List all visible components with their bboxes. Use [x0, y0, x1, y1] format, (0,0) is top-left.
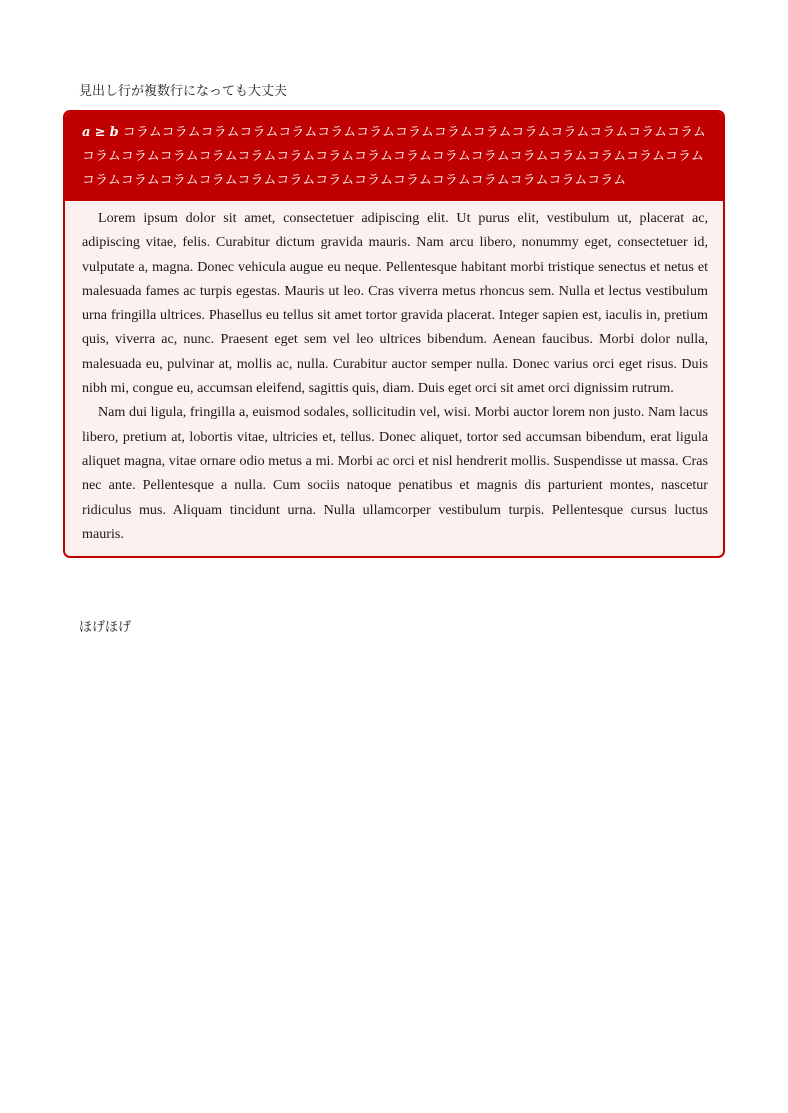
intro-text: 見出し行が複数行になっても大丈夫: [79, 84, 288, 99]
column-box-title-text: コラムコラムコラムコラムコラムコラムコラムコラムコラムコラムコラムコラムコラムコラムコラムコラムコラムコラムコラムコラムコラムコラムコラムコラムコラムコラムコラムコラムコラムコラムコラムコラムコラムコラムコラムコラムコラムコラムコラムコラムコラムコラムコラムコラムコラム: [82, 125, 706, 188]
column-box-body: [65, 201, 723, 556]
column-box-title: [65, 112, 723, 201]
body-paragraph-2: Nam dui ligula, fringilla a, euismod sodales, sollicitudin vel, wisi. Morbi auctor lorem non justo. Nam lacus libero, pretium at, lobortis vitae, ultricies et, tellus. Donec aliquet, tortor sed accumsan bibendum, erat ligula aliquet magna, vitae ornare odio metus a mi. Morbi ac orci et nisl hendrerit mollis. Suspendisse ut massa. Cras nec ante. Pellentesque a nulla. Cum sociis natoque penatibus et magnis dis parturient montes, nascetur ridiculus mus. Aliquam tincidunt urna. Nulla ullamcorper vestibulum turpis. Pellentesque cursus luctus mauris.: [82, 404, 708, 542]
body-paragraph-1: Lorem ipsum dolor sit amet, consectetuer adipiscing elit. Ut purus elit, vestibulum ut, placerat ac, adipiscing vitae, felis. Curabitur dictum gravida mauris. Nam arcu libero, nonummy eget, consectetuer id, vulputate a, magna. Donec vehicula augue eu neque. Pellentesque habitant morbi tristique senectus et netus et malesuada fames ac turpis egestas. Mauris ut leo. Cras viverra metus rhoncus sem. Nulla et lectus vestibulum urna fringilla ultrices. Phasellus eu tellus sit amet tortor gravida placerat. Integer sapien est, iaculis in, pretium quis, viverra ac, nunc. Praesent eget sem vel leo ultrices bibendum. Aenean faucibus. Morbi dolor nulla, malesuada eu, pulvinar at, mollis ac, nulla. Curabitur auctor semper nulla. Donec varius orci eget risus. Duis nibh mi, congue eu, accumsan eleifend, sagittis quis, diam. Duis eget orci sit amet orci dignissim rutrum.: [82, 210, 708, 397]
column-box: [63, 110, 725, 558]
math-geq-symbol: ≥: [94, 125, 106, 140]
math-variable-a: a: [82, 125, 91, 140]
math-variable-b: b: [109, 125, 119, 140]
outro-text: ほげほげ: [79, 620, 132, 635]
